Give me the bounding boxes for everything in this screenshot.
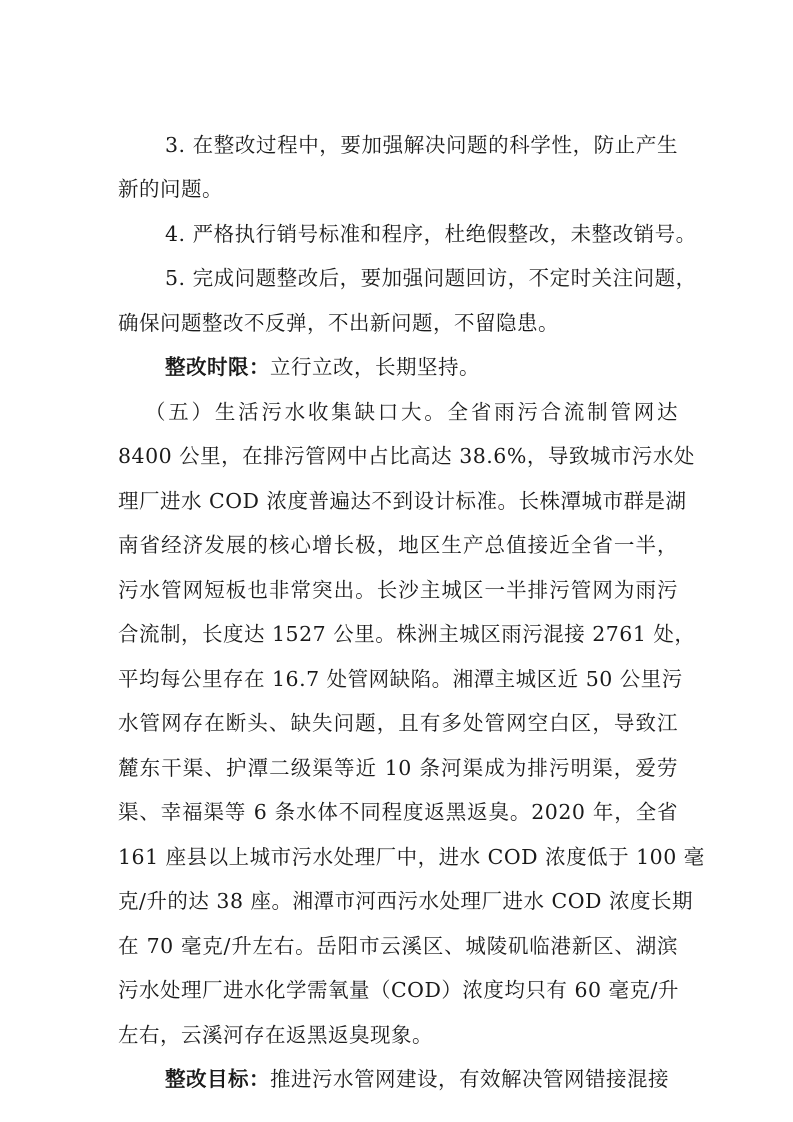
section-5-line-6: 合流制，长度达 1527 公里。株洲主城区雨污混接 2761 处， bbox=[118, 622, 696, 646]
section-5-line-1: （五）生活污水收集缺口大。全省雨污合流制管网达 bbox=[145, 400, 678, 424]
section-5-line-7: 平均每公里存在 16.7 处管网缺陷。湘潭主城区近 50 公里污 bbox=[118, 667, 683, 691]
target-paragraph bbox=[165, 1064, 678, 1094]
paragraph-3-line-1: 3. 在整改过程中，要加强解决问题的科学性，防止产生 bbox=[165, 133, 678, 157]
paragraph-4-line-1: 4. 严格执行销号标准和程序，杜绝假整改，未整改销号。 bbox=[165, 222, 697, 246]
section-5-line-15: 左右，云溪河存在返黑返臭现象。 bbox=[118, 1023, 433, 1047]
section-5-line-13: 在 70 毫克/升左右。岳阳市云溪区、城陵矶临港新区、湖滨 bbox=[118, 934, 678, 958]
deadline-paragraph bbox=[165, 352, 725, 382]
section-5-line-9: 麓东干渠、护潭二级渠等近 10 条河渠成为排污明渠，爱劳 bbox=[118, 756, 678, 780]
section-5-line-10: 渠、幸福渠等 6 条水体不同程度返黑返臭。2020 年，全省 bbox=[118, 800, 678, 824]
paragraph-5-line-2: 确保问题整改不反弹，不出新问题，不留隐患。 bbox=[118, 311, 559, 335]
section-5-line-11: 161 座县以上城市污水处理厂中，进水 COD 浓度低于 100 毫 bbox=[118, 845, 705, 869]
paragraph-5-line-1: 5. 完成问题整改后，要加强问题回访，不定时关注问题， bbox=[165, 266, 697, 290]
section-5-line-8: 水管网存在断头、缺失问题，且有多处管网空白区，导致江 bbox=[118, 711, 678, 735]
section-5-line-3: 理厂进水 COD 浓度普遍达不到设计标准。长株潭城市群是湖 bbox=[118, 489, 687, 513]
section-5-line-4: 南省经济发展的核心增长极，地区生产总值接近全省一半， bbox=[118, 533, 678, 557]
section-5-line-12: 克/升的达 38 座。湘潭市河西污水处理厂进水 COD 浓度长期 bbox=[118, 889, 693, 913]
paragraph-3-line-2: 新的问题。 bbox=[118, 177, 223, 201]
section-5-line-5: 污水管网短板也非常突出。长沙主城区一半排污管网为雨污 bbox=[118, 578, 678, 602]
target-text: 推进污水管网建设，有效解决管网错接混接 bbox=[270, 1067, 669, 1091]
deadline-label: 整改时限： bbox=[165, 355, 270, 379]
section-5-line-14: 污水处理厂进水化学需氧量（COD）浓度均只有 60 毫克/升 bbox=[118, 978, 679, 1002]
deadline-text: 立行立改，长期坚持。 bbox=[270, 355, 480, 379]
section-5-line-2: 8400 公里，在排污管网中占比高达 38.6%，导致城市污水处 bbox=[118, 444, 695, 468]
target-label: 整改目标： bbox=[165, 1067, 270, 1091]
